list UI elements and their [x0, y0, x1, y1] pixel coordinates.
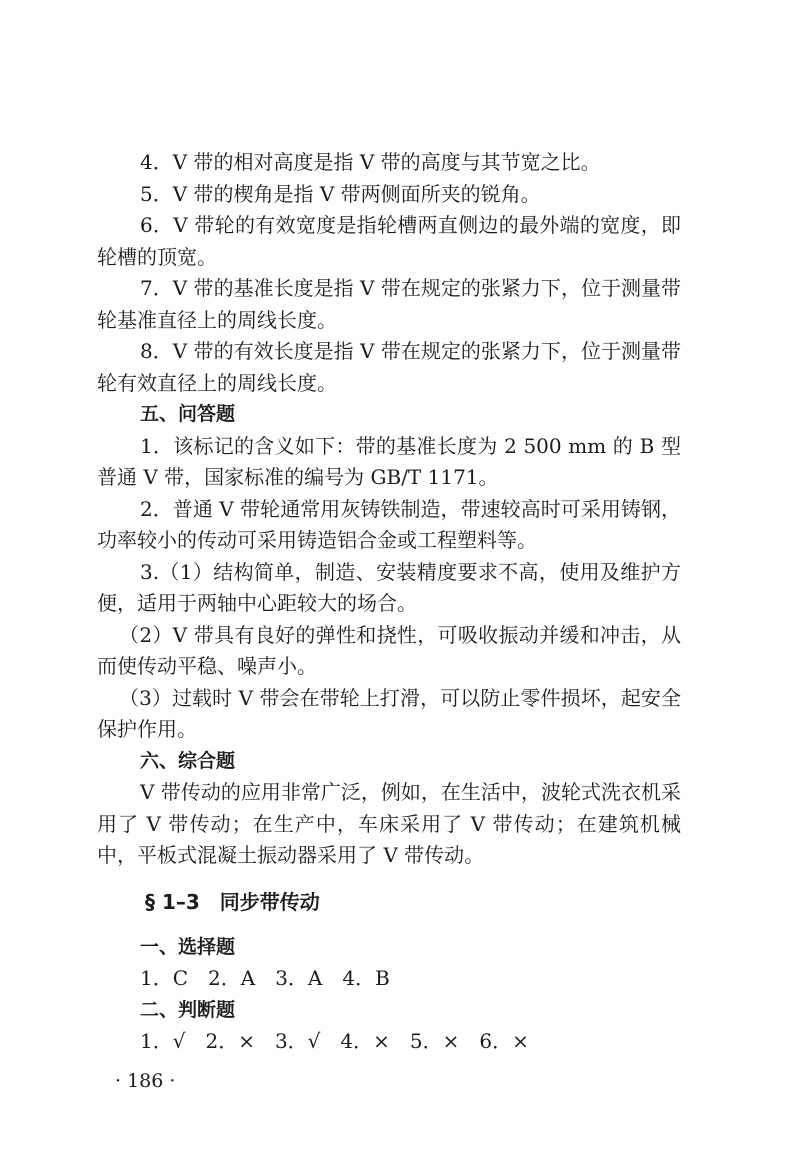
chapter-title: § 1–3 同步带传动 [145, 889, 320, 914]
section-heading-judge: 二、判断题 [140, 998, 236, 1021]
qa-answer-2: 2．普通 V 带轮通常用灰铸铁制造，带速较高时可采用铸钢，功率较小的传动可采用铸造铝合金或工程塑料等。 [97, 496, 681, 552]
paragraph-item-7: 7．V 带的基准长度是指 V 带在规定的张紧力下，位于测量带轮基准直径上的周线长度。 [97, 276, 681, 332]
paragraph-item-4: 4．V 带的相对高度是指 V 带的高度与其节宽之比。 [140, 150, 601, 174]
paragraph-item-6: 6．V 带轮的有效宽度是指轮槽两直侧边的最外端的宽度，即轮槽的顶宽。 [97, 213, 681, 269]
section-heading-qa: 五、问答题 [140, 403, 236, 425]
section-heading-comprehensive: 六、综合题 [140, 749, 236, 772]
paragraph-item-5: 5．V 带的楔角是指 V 带两侧面所夹的锐角。 [140, 181, 541, 206]
qa-answer-1: 1．该标记的含义如下：带的基准长度为 2 500 mm 的 B 型普通 V 带，国家标准的编号为 GB/T 1171。 [97, 433, 681, 489]
section-heading-choice: 一、选择题 [140, 935, 236, 958]
qa-answer-3-1: 3.（1）结构简单，制造、安装精度要求不高，使用及维护方便，适用于两轴中心距较大的场合。 [97, 559, 681, 615]
qa-answer-3-3: （3）过载时 V 带会在带轮上打滑，可以防止零件损坏，起安全保护作用。 [97, 685, 681, 741]
choice-answers: 1．C 2．A 3．A 4．B [140, 966, 390, 990]
qa-answer-3-2: （2）V 带具有良好的弹性和挠性，可吸收振动并缓和冲击，从而使传动平稳、噪声小。 [97, 622, 681, 678]
page-number: · 186 · [115, 1070, 176, 1092]
judge-answers: 1．√ 2．× 3．√ 4．× 5．× 6．× [140, 1029, 529, 1053]
paragraph-item-8: 8．V 带的有效长度是指 V 带在规定的张紧力下，位于测量带轮有效直径上的周线长度。 [97, 339, 681, 395]
page-body [97, 147, 681, 1058]
comprehensive-answer: V 带传动的应用非常广泛，例如，在生活中，波轮式洗衣机采用了 V 带传动；在生产中，车床采用了 V 带传动；在建筑机械中，平板式混凝土振动器采用了 V 带传动。 [97, 780, 681, 867]
